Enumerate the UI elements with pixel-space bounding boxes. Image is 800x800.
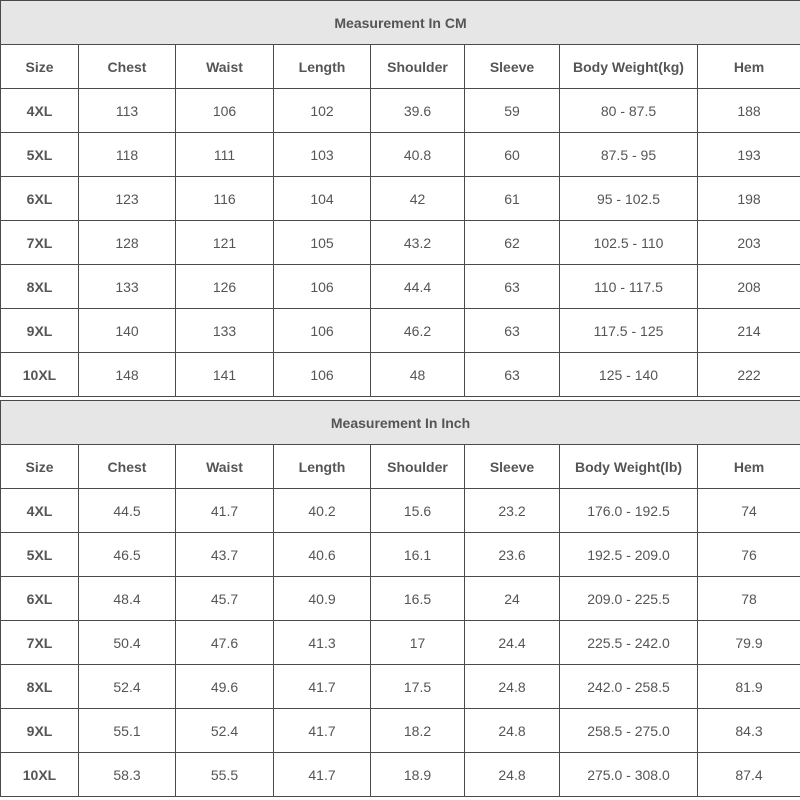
chest-cell: 50.4 <box>79 621 176 665</box>
chest-cell: 52.4 <box>79 665 176 709</box>
size-cell: 6XL <box>1 577 79 621</box>
body-weight-cell: 125 - 140 <box>560 353 698 397</box>
length-cell: 40.2 <box>274 489 371 533</box>
hem-cell: 74 <box>698 489 800 533</box>
sleeve-cell: 63 <box>465 309 560 353</box>
cm-table-body <box>1 89 800 397</box>
shoulder-cell: 17 <box>371 621 465 665</box>
waist-cell: 126 <box>176 265 274 309</box>
size-cell: 8XL <box>1 265 79 309</box>
body-weight-cell: 225.5 - 242.0 <box>560 621 698 665</box>
inch-measurement-table <box>0 400 800 797</box>
waist-cell: 106 <box>176 89 274 133</box>
shoulder-cell: 17.5 <box>371 665 465 709</box>
sleeve-cell: 62 <box>465 221 560 265</box>
table-title: Measurement In Inch <box>1 401 800 445</box>
table-row <box>1 709 800 753</box>
shoulder-cell: 48 <box>371 353 465 397</box>
table-row <box>1 133 800 177</box>
sleeve-cell: 63 <box>465 265 560 309</box>
chest-cell: 46.5 <box>79 533 176 577</box>
hem-cell: 214 <box>698 309 800 353</box>
waist-cell: 55.5 <box>176 753 274 797</box>
waist-cell: 111 <box>176 133 274 177</box>
column-header-length: Length <box>274 45 371 89</box>
column-header-chest: Chest <box>79 445 176 489</box>
length-cell: 104 <box>274 177 371 221</box>
shoulder-cell: 15.6 <box>371 489 465 533</box>
column-header-sleeve: Sleeve <box>465 445 560 489</box>
chest-cell: 128 <box>79 221 176 265</box>
hem-cell: 79.9 <box>698 621 800 665</box>
waist-cell: 52.4 <box>176 709 274 753</box>
hem-cell: 78 <box>698 577 800 621</box>
sleeve-cell: 23.2 <box>465 489 560 533</box>
waist-cell: 47.6 <box>176 621 274 665</box>
size-cell: 9XL <box>1 709 79 753</box>
chest-cell: 123 <box>79 177 176 221</box>
length-cell: 41.7 <box>274 753 371 797</box>
chest-cell: 148 <box>79 353 176 397</box>
column-header-shoulder: Shoulder <box>371 445 465 489</box>
size-cell: 7XL <box>1 221 79 265</box>
length-cell: 41.7 <box>274 665 371 709</box>
hem-cell: 188 <box>698 89 800 133</box>
length-cell: 106 <box>274 309 371 353</box>
chest-cell: 118 <box>79 133 176 177</box>
body-weight-cell: 209.0 - 225.5 <box>560 577 698 621</box>
sleeve-cell: 23.6 <box>465 533 560 577</box>
column-header-chest: Chest <box>79 45 176 89</box>
table-row <box>1 265 800 309</box>
table-row <box>1 489 800 533</box>
table-row <box>1 665 800 709</box>
size-cell: 5XL <box>1 133 79 177</box>
chest-cell: 133 <box>79 265 176 309</box>
chest-cell: 55.1 <box>79 709 176 753</box>
sleeve-cell: 24.4 <box>465 621 560 665</box>
size-cell: 4XL <box>1 489 79 533</box>
column-header-waist: Waist <box>176 445 274 489</box>
chest-cell: 44.5 <box>79 489 176 533</box>
shoulder-cell: 46.2 <box>371 309 465 353</box>
waist-cell: 43.7 <box>176 533 274 577</box>
table-row <box>1 309 800 353</box>
column-header-shoulder: Shoulder <box>371 45 465 89</box>
column-header-hem: Hem <box>698 45 800 89</box>
body-weight-cell: 102.5 - 110 <box>560 221 698 265</box>
size-cell: 8XL <box>1 665 79 709</box>
length-cell: 41.3 <box>274 621 371 665</box>
column-header-hem: Hem <box>698 445 800 489</box>
body-weight-cell: 242.0 - 258.5 <box>560 665 698 709</box>
waist-cell: 45.7 <box>176 577 274 621</box>
length-cell: 40.6 <box>274 533 371 577</box>
shoulder-cell: 42 <box>371 177 465 221</box>
column-header-waist: Waist <box>176 45 274 89</box>
shoulder-cell: 18.2 <box>371 709 465 753</box>
sleeve-cell: 63 <box>465 353 560 397</box>
size-cell: 10XL <box>1 753 79 797</box>
shoulder-cell: 39.6 <box>371 89 465 133</box>
waist-cell: 49.6 <box>176 665 274 709</box>
column-header-size: Size <box>1 45 79 89</box>
sleeve-cell: 59 <box>465 89 560 133</box>
hem-cell: 203 <box>698 221 800 265</box>
shoulder-cell: 44.4 <box>371 265 465 309</box>
hem-cell: 81.9 <box>698 665 800 709</box>
column-header-size: Size <box>1 445 79 489</box>
chest-cell: 140 <box>79 309 176 353</box>
chest-cell: 48.4 <box>79 577 176 621</box>
shoulder-cell: 16.5 <box>371 577 465 621</box>
size-cell: 6XL <box>1 177 79 221</box>
column-header-body-weight: Body Weight(kg) <box>560 45 698 89</box>
length-cell: 105 <box>274 221 371 265</box>
shoulder-cell: 16.1 <box>371 533 465 577</box>
waist-cell: 133 <box>176 309 274 353</box>
size-cell: 10XL <box>1 353 79 397</box>
length-cell: 103 <box>274 133 371 177</box>
hem-cell: 76 <box>698 533 800 577</box>
shoulder-cell: 18.9 <box>371 753 465 797</box>
waist-cell: 121 <box>176 221 274 265</box>
table-row <box>1 753 800 797</box>
body-weight-cell: 80 - 87.5 <box>560 89 698 133</box>
table-row <box>1 221 800 265</box>
waist-cell: 41.7 <box>176 489 274 533</box>
hem-cell: 198 <box>698 177 800 221</box>
waist-cell: 141 <box>176 353 274 397</box>
sleeve-cell: 24.8 <box>465 753 560 797</box>
cm-measurement-table <box>0 0 800 397</box>
hem-cell: 222 <box>698 353 800 397</box>
shoulder-cell: 43.2 <box>371 221 465 265</box>
table-row <box>1 177 800 221</box>
length-cell: 106 <box>274 353 371 397</box>
length-cell: 41.7 <box>274 709 371 753</box>
size-cell: 9XL <box>1 309 79 353</box>
column-header-sleeve: Sleeve <box>465 45 560 89</box>
column-header-length: Length <box>274 445 371 489</box>
length-cell: 40.9 <box>274 577 371 621</box>
body-weight-cell: 176.0 - 192.5 <box>560 489 698 533</box>
table-row <box>1 533 800 577</box>
body-weight-cell: 117.5 - 125 <box>560 309 698 353</box>
length-cell: 102 <box>274 89 371 133</box>
hem-cell: 84.3 <box>698 709 800 753</box>
inch-table-body <box>1 489 800 797</box>
shoulder-cell: 40.8 <box>371 133 465 177</box>
chest-cell: 113 <box>79 89 176 133</box>
hem-cell: 87.4 <box>698 753 800 797</box>
length-cell: 106 <box>274 265 371 309</box>
body-weight-cell: 95 - 102.5 <box>560 177 698 221</box>
sleeve-cell: 24 <box>465 577 560 621</box>
body-weight-cell: 87.5 - 95 <box>560 133 698 177</box>
body-weight-cell: 275.0 - 308.0 <box>560 753 698 797</box>
table-row <box>1 353 800 397</box>
size-cell: 7XL <box>1 621 79 665</box>
hem-cell: 193 <box>698 133 800 177</box>
table-title: Measurement In CM <box>1 1 800 45</box>
chest-cell: 58.3 <box>79 753 176 797</box>
column-header-body-weight: Body Weight(lb) <box>560 445 698 489</box>
sleeve-cell: 61 <box>465 177 560 221</box>
size-cell: 4XL <box>1 89 79 133</box>
sleeve-cell: 24.8 <box>465 665 560 709</box>
body-weight-cell: 110 - 117.5 <box>560 265 698 309</box>
sleeve-cell: 60 <box>465 133 560 177</box>
table-row <box>1 89 800 133</box>
table-row <box>1 621 800 665</box>
size-cell: 5XL <box>1 533 79 577</box>
body-weight-cell: 192.5 - 209.0 <box>560 533 698 577</box>
sleeve-cell: 24.8 <box>465 709 560 753</box>
body-weight-cell: 258.5 - 275.0 <box>560 709 698 753</box>
hem-cell: 208 <box>698 265 800 309</box>
waist-cell: 116 <box>176 177 274 221</box>
table-row <box>1 577 800 621</box>
